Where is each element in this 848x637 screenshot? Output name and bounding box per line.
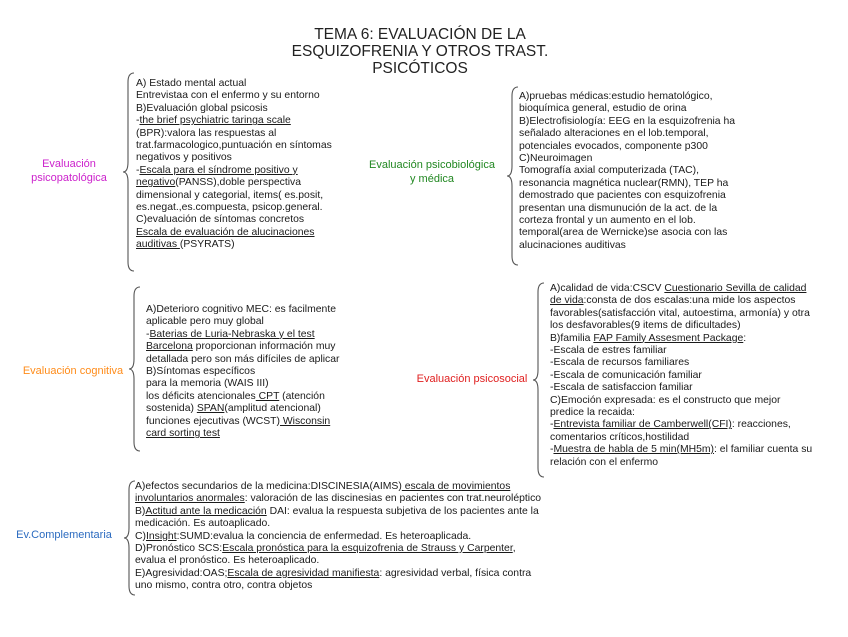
title-line: ESQUIZOFRENIA Y OTROS TRAST.	[291, 43, 549, 60]
underlined-reference: Entrevista familiar de Camberwell(CFI)	[553, 419, 732, 431]
text-segment: alucinaciones auditivas	[519, 239, 626, 251]
text-segment: : reacciones,	[731, 419, 791, 431]
text-line	[146, 428, 340, 440]
text-segment: bioquímica general, estudio de orina	[519, 103, 687, 115]
text-segment: potenciales evocados, componente p300	[519, 140, 708, 152]
text-segment: :SUMD:evalua la conciencia de enfermedad. Es heteroaplicada.	[176, 530, 472, 542]
text-line	[550, 295, 812, 307]
text-line	[136, 128, 332, 140]
brace-psicosocial	[532, 282, 546, 478]
text-segment: C)Neuroimagen	[519, 153, 593, 165]
text-segment: B)familia	[550, 332, 594, 344]
label-complementaria	[8, 529, 120, 543]
text-line	[146, 378, 340, 390]
text-line	[136, 152, 332, 164]
text-segment: -	[136, 164, 140, 176]
text-segment: sostenida)	[146, 403, 197, 415]
text-line	[135, 555, 541, 567]
text-line	[135, 493, 541, 505]
text-line	[136, 227, 332, 239]
underlined-reference: card sorting test	[146, 428, 220, 440]
label-psicosocial	[412, 373, 532, 387]
text-segment: :consta de dos escalas:una mide los aspectos	[583, 295, 796, 307]
underlined-reference: negativo	[136, 177, 176, 189]
text-segment: comentarios críticos,hostilidad	[550, 431, 690, 443]
text-segment: Entrevistaa con el enfermo y su entorno	[136, 90, 320, 102]
text-segment: C)	[135, 530, 146, 542]
text-line	[136, 103, 332, 115]
text-psicobiologica	[519, 91, 735, 252]
text-segment: DAI: evalua la respuesta subjetiva de los pacientes ante la	[266, 505, 539, 517]
label-line: y médica	[409, 172, 455, 185]
text-segment: C)evaluación de síntomas concretos	[136, 214, 305, 226]
text-line	[146, 391, 340, 403]
underlined-reference: FAP Family Assesment Package	[593, 332, 744, 344]
title-line: PSICÓTICOS	[372, 60, 468, 77]
underlined-reference: CPT	[255, 390, 280, 402]
brace-psicobiologica	[506, 86, 520, 266]
text-segment: E)Agresividad:OAS;	[135, 567, 228, 579]
text-segment: B)Síntomas específicos	[146, 366, 256, 378]
text-segment: Tomografía axial computerizada (TAC),	[519, 165, 699, 177]
page-title	[230, 26, 610, 77]
text-segment: -Escala de comunicación familiar	[550, 369, 702, 381]
underlined-reference: Escala de evaluación de alucinaciones	[136, 226, 315, 238]
text-line	[519, 203, 735, 215]
text-segment: (PANSS),doble perspectiva	[175, 177, 302, 189]
underlined-reference: the brief psychiatric taringa scale	[139, 115, 291, 127]
text-segment: B)Electrofisiología: EEG en la esquizofrenia ha	[519, 115, 736, 127]
text-line	[550, 357, 812, 369]
underlined-reference: Actitud ante la medicación	[145, 505, 267, 517]
text-line	[136, 239, 332, 251]
text-line	[136, 190, 332, 202]
underlined-reference: escala de movimientos	[401, 481, 511, 492]
text-line	[550, 395, 812, 407]
text-segment: D)Pronóstico SCS:	[135, 543, 223, 555]
text-line	[136, 90, 332, 102]
text-line	[519, 116, 735, 128]
text-segment: aplicable pero muy global	[146, 316, 264, 328]
text-line	[146, 403, 340, 415]
text-line	[135, 518, 541, 530]
text-line	[519, 215, 735, 227]
text-segment: señalado alteraciones en el lob.temporal,	[519, 128, 709, 140]
text-segment: (PSYRATS)	[179, 239, 235, 251]
text-segment: predice la recaida:	[550, 407, 635, 419]
text-segment: presentan una dismunución de la act. de la	[519, 202, 718, 214]
text-line	[146, 316, 340, 328]
text-segment: -	[146, 328, 150, 340]
underlined-reference: Cuestionario Sevilla de calidad	[664, 283, 807, 294]
text-line	[519, 103, 735, 115]
text-line	[135, 481, 541, 493]
title-line: TEMA 6: EVALUACIÓN DE LA	[314, 26, 526, 43]
text-line	[519, 227, 735, 239]
text-segment: -	[550, 444, 554, 456]
text-segment: funciones ejecutivas (WCST)	[146, 415, 280, 427]
underlined-reference: Wisconsin	[279, 415, 331, 427]
brace-cognitiva	[128, 286, 142, 452]
label-line: Evaluación psicobiológica	[369, 159, 495, 171]
text-segment: es.negat.,es.compuesta, psicop.general.	[136, 202, 323, 214]
text-line	[146, 341, 340, 353]
text-segment: B)	[135, 505, 146, 517]
text-segment: A) Estado mental actual	[136, 78, 247, 89]
underlined-reference: SPAN	[196, 403, 225, 415]
text-segment: uno mismo, contra otro, contra objetos	[135, 580, 313, 592]
text-line	[550, 308, 812, 320]
text-line	[519, 128, 735, 140]
text-segment: ,	[512, 543, 516, 555]
text-line	[135, 531, 541, 543]
text-line	[519, 165, 735, 177]
underlined-reference: Escala pronóstica para la esquizofrenia de Strauss y Carpenter	[222, 543, 513, 555]
text-line	[135, 506, 541, 518]
underlined-reference: Baterias de Luria-Nebraska y el test	[149, 328, 315, 340]
text-psicosocial	[550, 283, 812, 469]
text-segment: -Escala de recursos familiares	[550, 357, 690, 369]
text-line	[550, 444, 812, 456]
text-line	[136, 214, 332, 226]
text-line	[550, 407, 812, 419]
underlined-reference: involuntarios anormales	[135, 493, 245, 505]
text-line	[136, 202, 332, 214]
text-line	[135, 580, 541, 592]
text-line	[146, 329, 340, 341]
text-line	[550, 419, 812, 431]
text-cognitiva	[146, 304, 340, 440]
text-line	[550, 320, 812, 332]
label-line: psicopatológica	[31, 171, 107, 184]
underlined-reference: Escala para el síndrome positivo y	[139, 164, 298, 176]
underlined-reference: Escala de agresividad manifiesta	[227, 567, 380, 579]
text-line	[550, 333, 812, 345]
text-segment: demostrado que pacientes con esquizofrenia	[519, 190, 726, 202]
text-segment: corteza frontal y un aumento en el lob.	[519, 215, 696, 227]
text-segment: proporcionan información muy	[192, 341, 336, 353]
text-segment: medicación. Es autoaplicado.	[135, 518, 271, 530]
text-complementaria	[135, 481, 541, 593]
text-segment: -Escala de estres familiar	[550, 345, 667, 357]
label-line: Evaluación	[42, 158, 96, 170]
text-segment: : el familiar cuenta su	[714, 444, 813, 456]
text-line	[550, 457, 812, 469]
text-line	[136, 115, 332, 127]
text-line	[519, 153, 735, 165]
text-psicopatologica	[136, 78, 332, 252]
label-line: Evaluación cognitiva	[22, 365, 124, 377]
text-segment: A)efectos secundarios de la medicina:DISCINESIA(AIMS)	[135, 481, 402, 492]
text-segment: relación con el enfermo	[550, 456, 659, 468]
text-line	[136, 177, 332, 189]
text-line	[519, 190, 735, 202]
text-segment: -Escala de satisfaccion familiar	[550, 382, 693, 394]
text-segment: negativos y positivos	[136, 152, 232, 164]
label-line: Ev.Complementaria	[16, 529, 112, 541]
text-line	[136, 78, 332, 90]
text-segment: los déficits atencionales	[146, 390, 256, 402]
text-segment: (amplitud atencional)	[224, 403, 321, 415]
label-psicobiologica	[362, 159, 502, 186]
underlined-reference: auditivas	[136, 239, 180, 251]
underlined-reference: de vida	[550, 295, 584, 307]
text-line	[136, 140, 332, 152]
text-segment: A)Deterioro cognitivo MEC: es facilmente	[146, 304, 336, 315]
text-line	[519, 178, 735, 190]
text-line	[135, 543, 541, 555]
text-line	[146, 304, 340, 316]
text-line	[550, 432, 812, 444]
label-line: Evaluación psicosocial	[416, 373, 528, 385]
text-segment: (atención	[279, 390, 325, 402]
underlined-reference: Barcelona	[146, 341, 193, 353]
text-segment: :	[743, 332, 747, 344]
text-segment: A)pruebas médicas:estudio hematológico,	[519, 91, 713, 102]
text-line	[550, 370, 812, 382]
text-segment: detallada pero son más difíciles de aplicar	[146, 353, 340, 365]
text-line	[519, 141, 735, 153]
label-psicopatologica	[14, 158, 124, 185]
text-segment: evalua el pronóstico. Es heteroaplicado.	[135, 555, 320, 567]
text-line	[550, 382, 812, 394]
text-line	[146, 366, 340, 378]
text-line	[135, 568, 541, 580]
text-segment: dimensional y categorial, items( es.posit,	[136, 189, 324, 201]
text-segment: para la memoria (WAIS III)	[146, 378, 269, 390]
text-line	[146, 416, 340, 428]
text-line	[519, 240, 735, 252]
text-segment: : agresividad verbal, física contra	[379, 567, 532, 579]
text-segment: los desfavorables(9 items de dificultades)	[550, 320, 741, 332]
text-segment: A)calidad de vida:CSCV	[550, 283, 665, 294]
text-segment: trat.farmacologico,puntuación en síntomas	[136, 140, 332, 152]
text-segment: B)Evaluación global psicosis	[136, 102, 268, 114]
text-segment: C)Emoción expresada: es el constructo que mejor	[550, 394, 781, 406]
text-segment: favorables(satisfacción vital, autoestima, armonía) y otra	[550, 307, 810, 319]
text-line	[550, 345, 812, 357]
text-segment: -	[550, 419, 554, 431]
text-line	[146, 354, 340, 366]
text-segment: temporal(area de Wernicke)se asocia con las	[519, 227, 728, 239]
text-segment: resonancia magnética nuclear(RMN), TEP ha	[519, 177, 729, 189]
text-line	[519, 91, 735, 103]
brace-psicopatologica	[122, 72, 136, 272]
label-cognitiva	[18, 365, 128, 379]
text-line	[550, 283, 812, 295]
text-segment: -	[136, 115, 140, 127]
text-segment: : valoración de las discinesias en pacientes con trat.neuroléptico	[244, 493, 542, 505]
text-segment: (BPR):valora las respuestas al	[136, 127, 277, 139]
underlined-reference: Muestra de habla de 5 min(MH5m)	[553, 444, 715, 456]
text-line	[136, 165, 332, 177]
underlined-reference: Insight	[145, 530, 177, 542]
